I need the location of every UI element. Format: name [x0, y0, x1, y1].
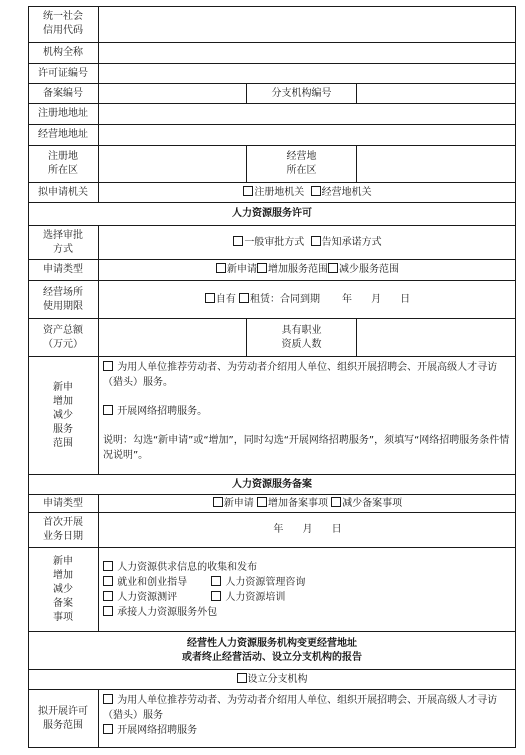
apply-authority-label: 拟申请机关	[28, 183, 99, 203]
scope-label-line1: 新申	[53, 381, 73, 393]
first-business-date-label	[28, 513, 99, 548]
checkbox-icon	[311, 186, 321, 196]
option-label: 为用人单位推荐劳动者、为劳动者介绍用人单位、组织开展招聘会、开展高级人才寻访（猎头）服务	[103, 695, 498, 721]
record-item-info-collection[interactable]	[103, 560, 257, 575]
checkbox-icon	[103, 606, 113, 616]
license-apply-type-label: 申请类型	[28, 260, 99, 281]
section-license-title: 人力资源服务许可	[28, 203, 516, 226]
reg-area-label	[28, 146, 99, 183]
checkbox-icon	[103, 694, 113, 704]
reg-area-label-line2: 所在区	[48, 165, 78, 176]
option-label: 新申请	[227, 264, 257, 275]
checkbox-icon	[103, 405, 113, 415]
option-label: 开展网络招聘服务。	[117, 406, 208, 417]
option-leased[interactable]	[239, 293, 320, 307]
checkbox-icon	[216, 263, 226, 273]
option-label: 人力资源测评	[117, 591, 178, 603]
op-area-label-line2: 所在区	[286, 165, 317, 176]
option-set-up-branch[interactable]	[237, 673, 308, 687]
license-apply-type-options	[99, 260, 516, 281]
org-name-field[interactable]	[99, 43, 516, 64]
lease-expiry-date[interactable]	[342, 293, 410, 307]
option-label: 注册地机关	[254, 186, 305, 198]
assets-label-line2: （万元）	[43, 338, 83, 350]
total-assets-label	[28, 319, 99, 357]
scope-label-line2: 增加	[53, 395, 73, 407]
checkbox-icon	[328, 263, 338, 273]
record-items-label	[28, 548, 99, 632]
branch-no-label: 分支机构编号	[247, 84, 357, 104]
planned-scope-recruitment[interactable]	[103, 693, 510, 723]
checkbox-icon	[239, 293, 249, 303]
record-item-training[interactable]	[211, 592, 285, 603]
premise-label-line2: 使用期限	[43, 300, 83, 312]
total-assets-field[interactable]	[99, 319, 247, 357]
checkbox-icon	[257, 263, 267, 273]
reg-addr-field[interactable]	[99, 104, 516, 125]
op-area-label	[247, 146, 357, 183]
option-label: 开展网络招聘服务	[117, 725, 198, 736]
option-label: 增加备案事项	[268, 497, 328, 509]
first-business-date-field[interactable]	[99, 513, 516, 548]
option-label: 人力资源培训	[225, 591, 286, 603]
date-month: 月	[302, 524, 313, 535]
items-label-line1: 新申	[53, 555, 73, 567]
checkbox-icon	[211, 576, 221, 586]
record-apply-type-options	[99, 495, 516, 513]
op-addr-field[interactable]	[99, 125, 516, 146]
premise-term-label	[28, 281, 99, 319]
license-scope-label	[28, 357, 99, 475]
uscc-label-line2: 信用代码	[43, 25, 83, 36]
checkbox-icon	[103, 576, 113, 586]
application-form	[28, 6, 516, 748]
items-label-line3: 减少	[53, 583, 73, 595]
op-area-label-line1: 经营地	[286, 151, 317, 162]
checkbox-icon	[233, 236, 243, 246]
branch-option-row	[28, 670, 516, 690]
option-label: 一般审批方式	[244, 236, 305, 248]
qualified-staff-field[interactable]	[357, 319, 516, 357]
scope-label-line3: 减少	[53, 409, 73, 421]
approval-label-line2: 方式	[53, 243, 73, 255]
option-record-add[interactable]	[257, 497, 328, 511]
org-name-label: 机构全称	[28, 43, 99, 64]
date-month: 月	[371, 293, 382, 305]
qualified-staff-label	[247, 319, 357, 357]
record-item-hr-consulting[interactable]	[211, 577, 305, 588]
record-item-career-guidance[interactable]	[103, 577, 211, 588]
planned-scope-label-line1: 拟开展许可	[38, 706, 88, 717]
option-label: 新申请	[223, 497, 254, 509]
license-scope-content	[99, 357, 516, 475]
option-owned[interactable]	[205, 293, 236, 307]
uscc-label	[28, 6, 99, 43]
branch-no-field[interactable]	[357, 84, 516, 104]
scope-option-online[interactable]	[103, 404, 207, 419]
premise-label-line1: 经营场所	[43, 286, 83, 298]
uscc-label-line1: 统一社会	[43, 11, 83, 22]
option-general-approval[interactable]	[233, 236, 304, 250]
option-reg-authority[interactable]	[243, 186, 304, 200]
option-label: 减少服务范围	[339, 264, 399, 275]
option-op-authority[interactable]	[311, 186, 372, 200]
uscc-field[interactable]	[99, 6, 516, 43]
option-record-reduce[interactable]	[331, 497, 402, 511]
op-addr-label: 经营地地址	[28, 125, 99, 146]
checkbox-icon	[205, 293, 215, 303]
checkbox-icon	[243, 186, 253, 196]
option-label: 为用人单位推荐劳动者、为劳动者介绍用人单位、组织开展招聘会、开展高级人才寻访（猎头）服务。	[103, 362, 498, 388]
change-title-line2: 或者终止经营活动、设立分支机构的报告	[182, 651, 362, 663]
planned-scope-online[interactable]	[103, 723, 197, 738]
checkbox-icon	[211, 591, 221, 601]
checkbox-icon	[103, 724, 113, 734]
start-label-line1: 首次开展	[43, 517, 83, 528]
staff-label-line1: 具有职业	[281, 324, 322, 336]
planned-scope-label-line2: 服务范围	[43, 720, 83, 731]
record-item-outsourcing[interactable]	[103, 605, 217, 620]
change-title-line1: 经营性人力资源服务机构变更经营地址	[187, 637, 357, 649]
date-day: 日	[400, 293, 411, 305]
premise-term-options	[99, 281, 516, 319]
apply-authority-options	[99, 183, 516, 203]
section-change-title	[28, 632, 516, 670]
reg-addr-label: 注册地地址	[28, 104, 99, 125]
option-label: 设立分支机构	[247, 673, 308, 685]
scope-label-line5: 范围	[53, 437, 73, 449]
option-add-scope[interactable]	[257, 263, 328, 277]
checkbox-icon	[237, 673, 247, 683]
option-commitment-approval[interactable]	[311, 236, 382, 250]
section-record-title: 人力资源服务备案	[28, 475, 516, 495]
record-no-field[interactable]	[99, 84, 247, 104]
option-label: 租赁：合同到期	[250, 293, 321, 305]
approval-method-options	[99, 226, 516, 260]
option-label: 承接人力资源服务外包	[117, 606, 218, 618]
record-item-assessment[interactable]	[103, 592, 211, 603]
option-label: 人力资源管理咨询	[225, 576, 306, 588]
option-label: 经营地机关	[321, 186, 372, 198]
license-no-field[interactable]	[99, 64, 516, 84]
checkbox-icon	[103, 591, 113, 601]
scope-option-recruitment[interactable]	[103, 360, 510, 390]
planned-scope-label	[28, 690, 99, 748]
reg-area-field[interactable]	[99, 146, 247, 183]
option-label: 告知承诺方式	[321, 236, 382, 248]
option-new-application[interactable]	[216, 263, 257, 277]
option-reduce-scope[interactable]	[328, 263, 399, 277]
checkbox-icon	[103, 561, 113, 571]
record-no-label: 备案编号	[28, 84, 99, 104]
checkbox-icon	[213, 497, 223, 507]
approval-label-line1: 选择审批	[43, 229, 83, 241]
date-year: 年	[342, 293, 353, 305]
assets-label-line1: 资产总额	[43, 324, 83, 336]
start-label-line2: 业务日期	[43, 531, 83, 542]
op-area-field[interactable]	[357, 146, 516, 183]
planned-scope-content	[99, 690, 516, 748]
items-label-line5: 事项	[53, 611, 73, 623]
date-day: 日	[331, 524, 342, 535]
checkbox-icon	[311, 236, 321, 246]
date-year: 年	[273, 524, 284, 535]
scope-note: 说明：勾选“新申请”或“增加”，同时勾选“开展网络招聘服务”，须填写“网络招聘服务条件情况说明”。	[103, 435, 510, 461]
option-label: 就业和创业指导	[117, 576, 188, 588]
option-record-new[interactable]	[213, 497, 254, 511]
option-label: 减少备案事项	[342, 497, 403, 509]
option-label: 自有	[215, 293, 236, 305]
items-label-line4: 备案	[53, 597, 73, 609]
reg-area-label-line1: 注册地	[48, 151, 78, 162]
checkbox-icon	[331, 497, 341, 507]
option-label: 人力资源供求信息的收集和发布	[117, 561, 258, 573]
scope-label-line4: 服务	[53, 423, 73, 435]
record-items-content	[99, 548, 516, 632]
option-label: 增加服务范围	[268, 264, 328, 275]
record-apply-type-label: 申请类型	[28, 495, 99, 513]
approval-method-label	[28, 226, 99, 260]
checkbox-icon	[103, 361, 113, 371]
staff-label-line2: 资质人数	[281, 338, 322, 350]
checkbox-icon	[257, 497, 267, 507]
license-no-label: 许可证编号	[28, 64, 99, 84]
items-label-line2: 增加	[53, 569, 73, 581]
